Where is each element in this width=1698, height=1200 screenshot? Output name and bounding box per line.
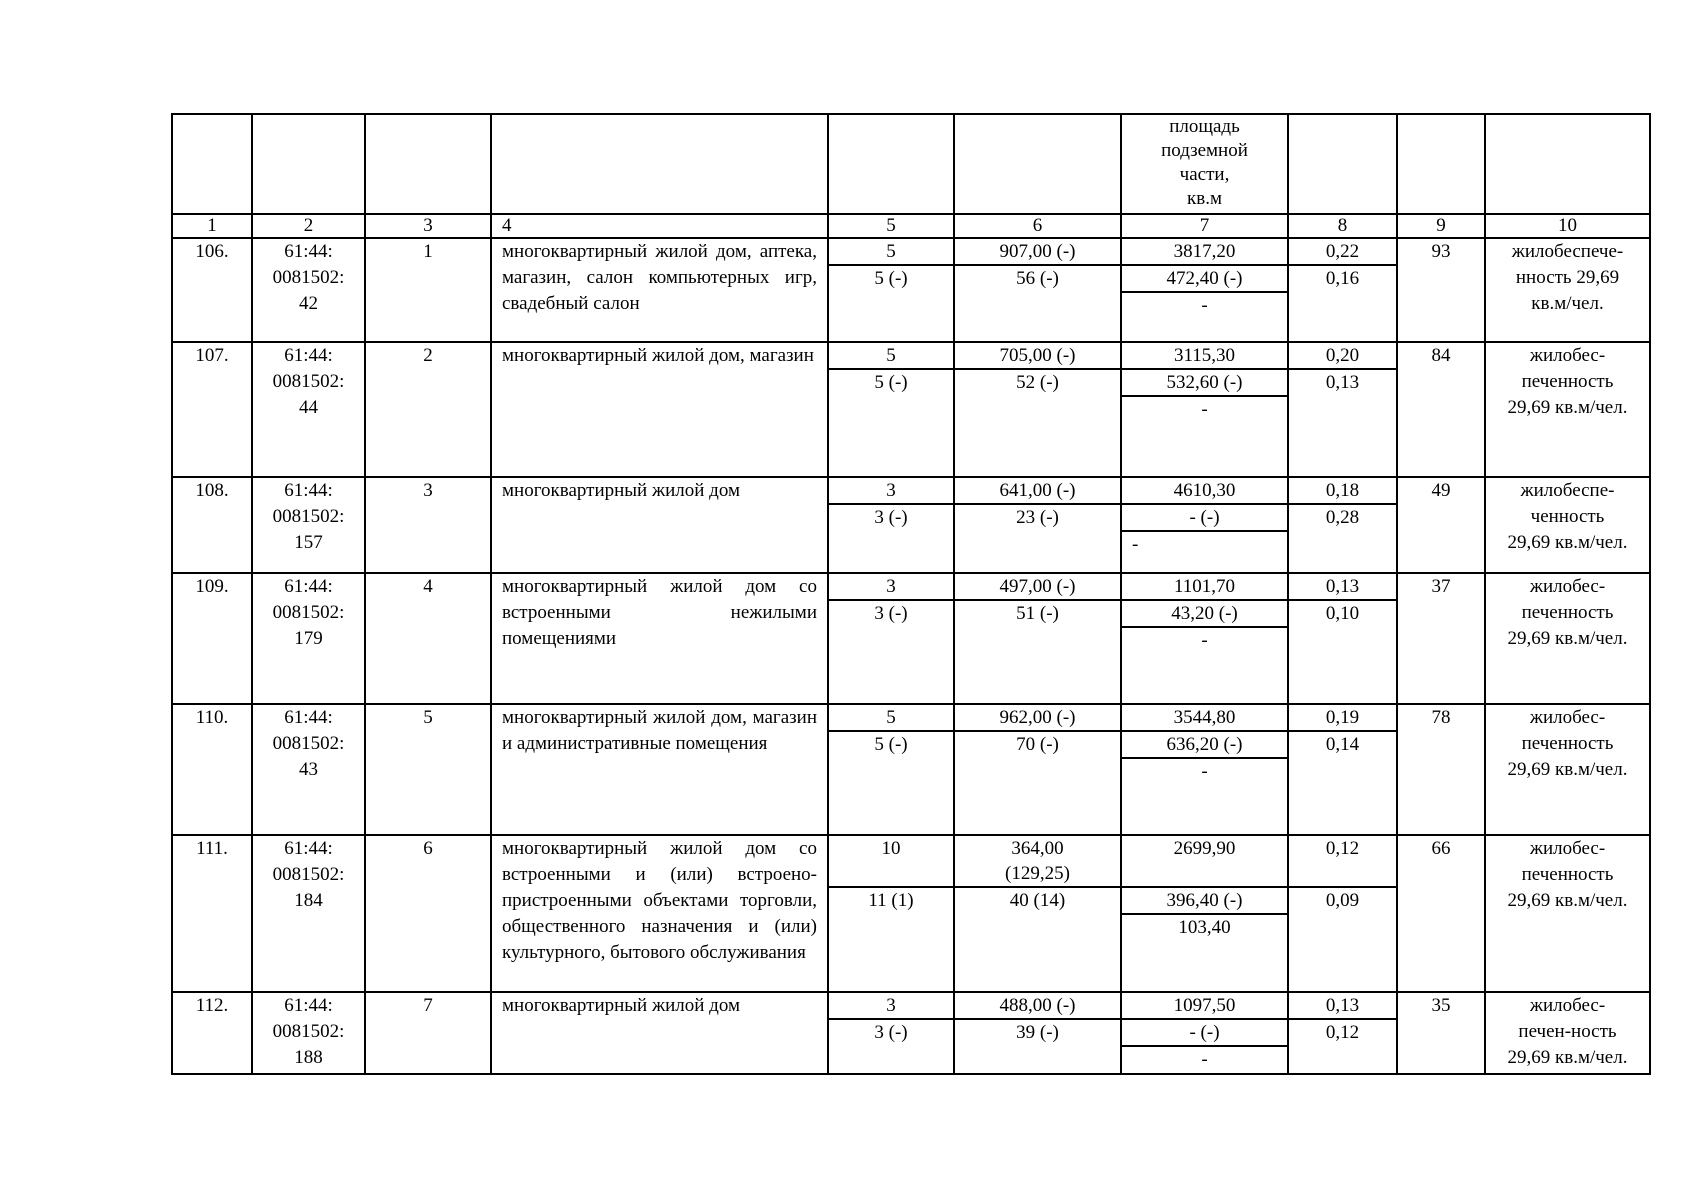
floors-cell: [828, 238, 954, 342]
residents-value: 35: [1431, 995, 1451, 1016]
cadastral-part: 0081502:: [272, 506, 345, 527]
underground-value: 472,40 (-): [1122, 264, 1287, 291]
residents-count: [1397, 573, 1485, 704]
ratio-value: 0,13: [1325, 576, 1360, 597]
row-number-text: 108.: [195, 480, 229, 501]
residents-value: 84: [1431, 345, 1451, 366]
description-text: многоквартирный жилой дом, магазин и административные помещения: [502, 707, 817, 754]
residents-count: [1397, 238, 1485, 342]
underground-value: - (-): [1122, 1018, 1287, 1045]
col-number: 9: [1397, 214, 1485, 238]
area-cell: [954, 477, 1121, 573]
residents-value: 37: [1431, 576, 1451, 597]
row-number: [172, 992, 252, 1074]
floors-value: 5 (-): [829, 730, 953, 757]
floors-value: 11 (1): [829, 886, 953, 913]
table-row: [172, 342, 1650, 477]
row-number-text: 109.: [195, 576, 229, 597]
col-number: 5: [828, 214, 954, 238]
cadastral-part: 61:44:: [284, 345, 333, 366]
floors-cell: [828, 477, 954, 573]
area-value: 39 (-): [955, 1018, 1120, 1045]
underground-area-cell: [1121, 342, 1288, 477]
provision-line: жилобес-: [1529, 345, 1606, 366]
cadastral-part: 157: [294, 532, 323, 553]
row-number: [172, 835, 252, 992]
floors-cell: [828, 835, 954, 992]
cadastral-part: 188: [294, 1047, 323, 1068]
underground-area-cell: [1121, 477, 1288, 573]
area-value: 56 (-): [955, 264, 1120, 291]
ratio-value: 0,14: [1289, 730, 1396, 757]
cadastral-part: 61:44:: [284, 995, 333, 1016]
floors-cell: [828, 573, 954, 704]
cadastral-number: [252, 573, 365, 704]
ratio-value: 0,28: [1289, 503, 1396, 530]
underground-area-cell: [1121, 835, 1288, 992]
cadastral-part: 43: [299, 759, 318, 780]
underground-value: 43,20 (-): [1122, 599, 1287, 626]
cadastral-part: 61:44:: [284, 707, 333, 728]
ratio-cell: [1288, 704, 1397, 835]
area-value: 364,00 (129,25): [1005, 838, 1070, 884]
ratio-value: 0,20: [1325, 345, 1360, 366]
cadastral-part: 61:44:: [284, 480, 333, 501]
description-text: многоквартирный жилой дом: [502, 480, 740, 501]
underground-value: 103,40: [1122, 913, 1287, 940]
underground-value: 3544,80: [1173, 707, 1236, 728]
underground-value: 1101,70: [1173, 576, 1236, 597]
residents-value: 66: [1431, 838, 1451, 859]
cadastral-number: [252, 238, 365, 342]
underground-value: -: [1122, 757, 1287, 784]
provision-line: жилобес-: [1529, 707, 1606, 728]
object-index: [365, 835, 491, 992]
object-index: [365, 992, 491, 1074]
ratio-value: 0,18: [1325, 480, 1360, 501]
table-row: [172, 477, 1650, 573]
object-index-text: 7: [423, 995, 433, 1016]
area-value: 497,00 (-): [999, 576, 1076, 597]
row-number-text: 107.: [195, 345, 229, 366]
ratio-value: 0,09: [1289, 886, 1396, 913]
floors-value: 3 (-): [829, 1018, 953, 1045]
object-description: [491, 573, 828, 704]
object-description: [491, 992, 828, 1074]
row-number: [172, 704, 252, 835]
table-row: [172, 835, 1650, 992]
area-value: 40 (14): [955, 886, 1120, 913]
ratio-cell: [1288, 992, 1397, 1074]
provision-line: 29,69 кв.м/чел.: [1507, 890, 1628, 911]
housing-provision: [1485, 573, 1650, 704]
underground-area-cell: [1121, 573, 1288, 704]
ratio-cell: [1288, 835, 1397, 992]
floors-value: 5: [886, 707, 896, 728]
description-text: многоквартирный жилой дом, магазин: [502, 345, 814, 366]
residents-count: [1397, 477, 1485, 573]
area-value: 907,00 (-): [999, 241, 1076, 262]
underground-value: 4610,30: [1173, 480, 1236, 501]
col-number: 3: [365, 214, 491, 238]
col7-header: площадь подземной части, кв.м: [1121, 114, 1288, 214]
provision-line: жилобес-: [1529, 576, 1606, 597]
object-index-text: 2: [423, 345, 433, 366]
underground-value: -: [1122, 626, 1287, 653]
residents-value: 49: [1431, 480, 1451, 501]
col-number: 8: [1288, 214, 1397, 238]
ratio-cell: [1288, 342, 1397, 477]
area-value: 705,00 (-): [999, 345, 1076, 366]
col-number: 10: [1485, 214, 1650, 238]
floors-value: 10: [881, 838, 901, 859]
underground-value: -: [1122, 1045, 1287, 1072]
cadastral-number: [252, 835, 365, 992]
underground-area-cell: [1121, 992, 1288, 1074]
housing-provision: [1485, 238, 1650, 342]
row-number-text: 111.: [196, 838, 228, 859]
object-description: [491, 835, 828, 992]
area-value: 52 (-): [955, 368, 1120, 395]
provision-line: печенность: [1521, 371, 1614, 392]
area-value: 488,00 (-): [999, 995, 1076, 1016]
row-number-text: 106.: [195, 241, 229, 262]
object-index: [365, 704, 491, 835]
cadastral-part: 44: [299, 397, 318, 418]
residents-count: [1397, 992, 1485, 1074]
underground-value: 396,40 (-): [1122, 886, 1287, 913]
ratio-value: 0,10: [1289, 599, 1396, 626]
table-row: [172, 992, 1650, 1074]
cadastral-number: [252, 992, 365, 1074]
provision-line: 29,69 кв.м/чел.: [1507, 397, 1628, 418]
register-table: [171, 113, 1651, 1075]
area-value: 51 (-): [955, 599, 1120, 626]
row-number-text: 112.: [195, 995, 229, 1016]
provision-line: кв.м/чел.: [1531, 293, 1604, 314]
area-cell: [954, 238, 1121, 342]
cadastral-number: [252, 704, 365, 835]
row-number: [172, 238, 252, 342]
floors-value: 5 (-): [829, 368, 953, 395]
provision-line: печен-ность: [1518, 1021, 1617, 1042]
object-index-text: 1: [423, 241, 433, 262]
area-cell: [954, 342, 1121, 477]
table-row: [172, 704, 1650, 835]
cadastral-number: [252, 477, 365, 573]
housing-provision: [1485, 704, 1650, 835]
provision-line: жилобеспече-: [1511, 241, 1624, 262]
description-text: многоквартирный жилой дом со встроенными нежилыми помещениями: [502, 576, 817, 649]
row-number: [172, 573, 252, 704]
provision-line: ченность: [1530, 506, 1605, 527]
description-text: многоквартирный жилой дом: [502, 995, 740, 1016]
header-row: [172, 114, 1650, 214]
underground-value: 3115,30: [1173, 345, 1236, 366]
housing-provision: [1485, 992, 1650, 1074]
residents-count: [1397, 704, 1485, 835]
row-number: [172, 477, 252, 573]
area-value: 23 (-): [955, 503, 1120, 530]
floors-value: 3: [886, 480, 896, 501]
area-cell: [954, 704, 1121, 835]
residents-count: [1397, 342, 1485, 477]
cadastral-part: 0081502:: [272, 864, 345, 885]
ratio-value: 0,12: [1325, 838, 1360, 859]
underground-value: - (-): [1122, 503, 1287, 530]
underground-value: -: [1122, 291, 1287, 318]
object-index: [365, 573, 491, 704]
ratio-value: 0,16: [1289, 264, 1396, 291]
table-row: [172, 238, 1650, 342]
floors-value: 3 (-): [829, 503, 953, 530]
cadastral-number: [252, 342, 365, 477]
cadastral-part: 0081502:: [272, 602, 345, 623]
underground-value: 2699,90: [1173, 838, 1236, 859]
area-value: 641,00 (-): [999, 480, 1076, 501]
col-number: 7: [1121, 214, 1288, 238]
col-number: 6: [954, 214, 1121, 238]
ratio-value: 0,22: [1325, 241, 1360, 262]
ratio-cell: [1288, 573, 1397, 704]
floors-value: 3: [886, 995, 896, 1016]
cadastral-part: 184: [294, 890, 323, 911]
cadastral-part: 179: [294, 628, 323, 649]
cadastral-part: 0081502:: [272, 371, 345, 392]
floors-value: 5: [886, 241, 896, 262]
provision-line: печенность: [1521, 733, 1614, 754]
underground-value: -: [1122, 395, 1287, 422]
housing-provision: [1485, 342, 1650, 477]
col-number: 2: [252, 214, 365, 238]
cadastral-part: 0081502:: [272, 733, 345, 754]
col-number: 4: [491, 214, 828, 238]
provision-line: 29,69 кв.м/чел.: [1507, 628, 1628, 649]
object-index-text: 6: [423, 838, 433, 859]
column-number-row: [172, 214, 1650, 238]
housing-provision: [1485, 835, 1650, 992]
floors-value: 3 (-): [829, 599, 953, 626]
object-description: [491, 238, 828, 342]
provision-line: жилобес-: [1529, 838, 1606, 859]
provision-line: нность 29,69: [1515, 267, 1620, 288]
floors-cell: [828, 342, 954, 477]
provision-line: 29,69 кв.м/чел.: [1507, 1047, 1628, 1068]
col-number: 1: [172, 214, 252, 238]
underground-value: 1097,50: [1173, 995, 1236, 1016]
table-row: [172, 573, 1650, 704]
object-index: [365, 342, 491, 477]
provision-line: 29,69 кв.м/чел.: [1507, 759, 1628, 780]
object-index-text: 4: [423, 576, 433, 597]
object-description: [491, 342, 828, 477]
cadastral-part: 0081502:: [272, 267, 345, 288]
underground-value: 3817,20: [1173, 241, 1236, 262]
underground-value: 532,60 (-): [1122, 368, 1287, 395]
ratio-value: 0,19: [1325, 707, 1360, 728]
floors-value: 3: [886, 576, 896, 597]
row-number: [172, 342, 252, 477]
ratio-cell: [1288, 238, 1397, 342]
housing-provision: [1485, 477, 1650, 573]
ratio-value: 0,12: [1289, 1018, 1396, 1045]
object-index-text: 3: [423, 480, 433, 501]
description-text: многоквартирный жилой дом, аптека, магазин, салон компьютерных игр, свадебный салон: [502, 241, 817, 314]
description-text: многоквартирный жилой дом со встроенными и (или) встроено-пристроенными объектами торговли, общественного назначения и (или) культурного, бытового обслуживания: [502, 838, 817, 963]
ratio-value: 0,13: [1325, 995, 1360, 1016]
object-description: [491, 477, 828, 573]
area-value: 962,00 (-): [999, 707, 1076, 728]
object-index: [365, 477, 491, 573]
underground-value: 636,20 (-): [1122, 730, 1287, 757]
floors-cell: [828, 992, 954, 1074]
area-value: 70 (-): [955, 730, 1120, 757]
floors-value: 5 (-): [829, 264, 953, 291]
area-cell: [954, 992, 1121, 1074]
underground-area-cell: [1121, 704, 1288, 835]
ratio-value: 0,13: [1289, 368, 1396, 395]
cadastral-part: 61:44:: [284, 576, 333, 597]
underground-area-cell: [1121, 238, 1288, 342]
floors-value: 5: [886, 345, 896, 366]
object-description: [491, 704, 828, 835]
floors-cell: [828, 704, 954, 835]
cadastral-part: 42: [299, 293, 318, 314]
object-index: [365, 238, 491, 342]
ratio-cell: [1288, 477, 1397, 573]
cadastral-part: 0081502:: [272, 1021, 345, 1042]
cadastral-part: 61:44:: [284, 241, 333, 262]
cadastral-part: 61:44:: [284, 838, 333, 859]
area-cell: [954, 573, 1121, 704]
row-number-text: 110.: [195, 707, 229, 728]
area-cell: [954, 835, 1121, 992]
residents-value: 78: [1431, 707, 1451, 728]
underground-value: -: [1122, 530, 1287, 557]
provision-line: печенность: [1521, 602, 1614, 623]
provision-line: жилобес-: [1529, 995, 1606, 1016]
residents-value: 93: [1431, 241, 1451, 262]
residents-count: [1397, 835, 1485, 992]
provision-line: 29,69 кв.м/чел.: [1507, 532, 1628, 553]
provision-line: печенность: [1521, 864, 1614, 885]
provision-line: жилобеспе-: [1520, 480, 1615, 501]
object-index-text: 5: [423, 707, 433, 728]
